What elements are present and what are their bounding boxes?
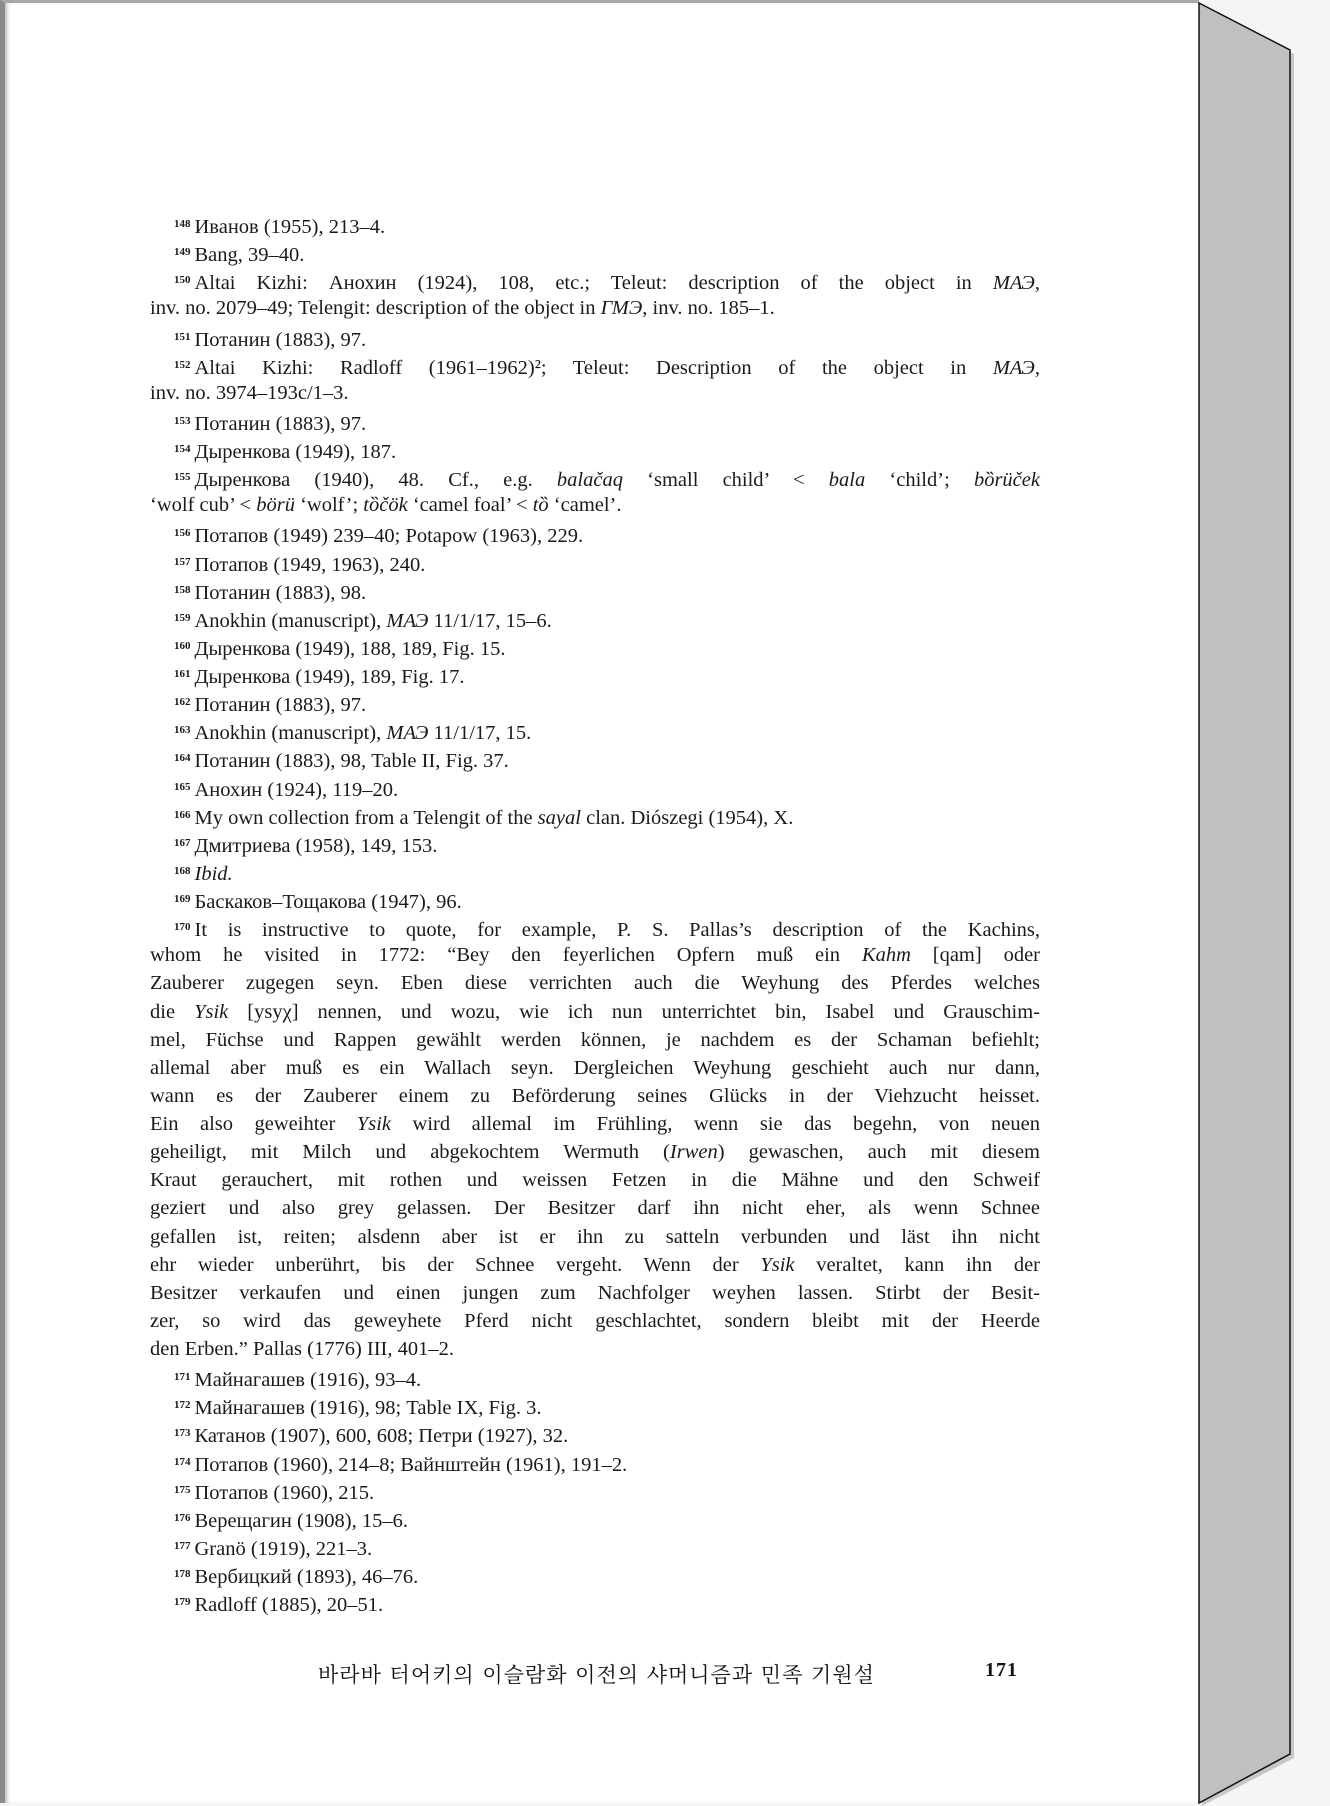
- italic-text: МАЭ: [992, 356, 1035, 379]
- footnote-text: gefallen ist, reiten; alsdenn aber ist er ihn zu satteln verbunden und läst ihn nicht: [150, 1225, 1040, 1248]
- footnote-number: 160: [174, 639, 191, 652]
- italic-text: börü: [256, 494, 295, 517]
- footnote-line: [150, 1588, 1040, 1616]
- footnote-number: 164: [174, 752, 191, 765]
- footnote-line: [150, 969, 1040, 997]
- footnote-line: [150, 1307, 1040, 1335]
- footnote-text: Потапов (1960), 214–8; Вайнштейн (1961), 191–2.: [194, 1453, 628, 1476]
- footnote-line: [150, 407, 1040, 435]
- footnote-159: [150, 604, 1040, 632]
- footnote-line: [150, 1335, 1040, 1363]
- footnote-text: Kraut gerauchert, mit rothen und weissen Fetzen in die Mähne und den Schweif: [150, 1169, 1040, 1192]
- footnote-line: [150, 491, 1040, 519]
- footnote-163: [150, 716, 1040, 744]
- footnote-number: 177: [174, 1539, 191, 1552]
- footnote-number: 154: [174, 443, 191, 455]
- footnote-line: [150, 1166, 1040, 1194]
- footnote-text: Bang, 39–40.: [194, 244, 305, 267]
- italic-text: МАЭ: [386, 722, 429, 745]
- footnote-number: 157: [174, 555, 191, 568]
- footnote-line: [150, 716, 1040, 744]
- footnote-line: [150, 1279, 1040, 1307]
- footnote-text: Майнагашев (1916), 93–4.: [194, 1369, 422, 1392]
- footnote-number: 173: [174, 1427, 191, 1440]
- footnote-text: Потанин (1883), 98, Table II, Fig. 37.: [194, 750, 509, 773]
- footnote-text: ‘wolf’;: [294, 494, 364, 517]
- footnote-175: [150, 1476, 1040, 1504]
- footnote-text: It is instructive to quote, for example, P. S. Pallas’s description of the Kachins,: [194, 919, 1040, 942]
- footnote-line: [150, 435, 1040, 463]
- italic-text: balačaq: [556, 469, 623, 492]
- footnote-line: [150, 379, 1040, 407]
- footnote-text: geheiligt, mit Milch und abgekochtem Wermuth (: [150, 1141, 670, 1164]
- footnote-line: [150, 576, 1040, 604]
- footnote-line: [150, 238, 1040, 266]
- footnote-line: [150, 688, 1040, 716]
- italic-text: bȍrüček: [973, 469, 1040, 492]
- footnote-line: [150, 1532, 1040, 1560]
- footnote-170: [150, 913, 1040, 1363]
- footnote-text: Дыренкова (1949), 188, 189, Fig. 15.: [194, 637, 506, 660]
- footnote-line: [150, 829, 1040, 857]
- footnote-line: [150, 773, 1040, 801]
- footnote-text: Radloff (1885), 20–51.: [194, 1594, 384, 1617]
- footnote-178: [150, 1560, 1040, 1588]
- footnote-text: ehr wieder unberührt, bis der Schnee vergeht. Wenn der: [150, 1253, 761, 1276]
- footnote-text: Altai Kizhi: Анохин (1924), 108, etc.; Teleut: description of the object in: [194, 272, 993, 295]
- footnote-176: [150, 1504, 1040, 1532]
- running-title: 바라바 터어키의 이슬람화 이전의 샤머니즘과 민족 기원설: [318, 1663, 875, 1687]
- footnote-148: [150, 210, 1040, 238]
- footnote-164: [150, 744, 1040, 772]
- footnote-number: 166: [174, 808, 191, 821]
- footnote-line: [150, 744, 1040, 772]
- footnote-text: ) gewaschen, auch mit diesem: [717, 1141, 1040, 1164]
- footnote-text: Иванов (1955), 213–4.: [194, 216, 386, 238]
- footnote-text: Вербицкий (1893), 46–76.: [194, 1566, 419, 1588]
- footnote-line: [150, 660, 1040, 688]
- footnote-text: Потанин (1883), 97.: [194, 694, 367, 717]
- footnote-number: 150: [174, 274, 191, 287]
- footnote-line: [150, 1054, 1040, 1082]
- italic-text: Ysik: [356, 1113, 392, 1135]
- footnote-text: Besitzer verkaufen und einen jungen zum Nachfolger weyhen lassen. Stirbt der Besit-: [150, 1281, 1040, 1304]
- footnote-number: 167: [174, 836, 191, 849]
- footnote-line: [150, 857, 1040, 885]
- page-footer: [318, 1659, 1018, 1689]
- footnote-number: 165: [174, 780, 191, 793]
- footnote-text: Granö (1919), 221–3.: [194, 1537, 373, 1560]
- footnote-text: wann es der Zauberer einem zu Beförderung seines Glücks in der Viehzucht heisset.: [150, 1084, 1040, 1107]
- footnote-line: [150, 1448, 1040, 1476]
- footnote-162: [150, 688, 1040, 716]
- footnote-line: [150, 1560, 1040, 1588]
- italic-text: МАЭ: [386, 609, 429, 632]
- footnote-text: die: [150, 1000, 195, 1023]
- footnote-text: Дыренкова (1949), 189, Fig. 17.: [194, 666, 465, 688]
- footnote-text: Anokhin (manuscript),: [194, 609, 387, 632]
- footnote-154: [150, 435, 1040, 463]
- footnote-line: [150, 1476, 1040, 1504]
- footnote-152: [150, 351, 1040, 407]
- footnote-number: 175: [174, 1483, 191, 1496]
- footnote-text: ‘camel foal’ <: [407, 494, 533, 517]
- footnote-text: zer, so wird das geweyhete Pferd nicht geschlachtet, sondern bleibt mit der Heerde: [150, 1309, 1040, 1332]
- footnote-text: Ein also geweihter: [150, 1113, 357, 1135]
- footnote-text: ‘small child’ <: [622, 469, 829, 492]
- footnote-number: 178: [174, 1568, 191, 1580]
- footnote-line: [150, 1391, 1040, 1419]
- italic-text: Irwen: [669, 1141, 718, 1164]
- footnote-text: Altai Kizhi: Radloff (1961–1962)²; Teleut: Description of the object in: [194, 356, 993, 379]
- footnote-text: ,: [1034, 272, 1040, 295]
- footnote-171: [150, 1363, 1040, 1391]
- footnote-168: [150, 857, 1040, 885]
- footnote-line: [150, 519, 1040, 547]
- footnote-number: 179: [174, 1596, 191, 1609]
- footnote-text: [qam] oder: [910, 944, 1040, 967]
- footnote-text: mel, Füchse und Rappen gewählt werden können, je nachdem es der Schaman befiehlt;: [150, 1028, 1040, 1051]
- footnote-line: [150, 1504, 1040, 1532]
- italic-text: tȍ: [532, 494, 549, 517]
- footnote-text: Катанов (1907), 600, 608; Петри (1927), 32.: [194, 1425, 569, 1448]
- footnote-text: Потанин (1883), 97.: [194, 412, 367, 435]
- footnote-text: [ysyχ] nennen, und wozu, wie ich nun unterrichtet bin, Isabel und Grauschim-: [228, 1000, 1041, 1023]
- footnote-line: [150, 294, 1040, 322]
- footnote-174: [150, 1448, 1040, 1476]
- footnote-text: geziert und also grey gelassen. Der Besitzer darf ihn nicht eher, als wenn Schnee: [150, 1197, 1040, 1220]
- footnote-line: [150, 632, 1040, 660]
- footnote-text: whom he visited in 1772: “Bey den feyerlichen Opfern muß ein: [150, 944, 862, 967]
- italic-text: МАЭ: [992, 272, 1035, 295]
- footnote-text: ‘camel’.: [548, 494, 622, 517]
- footnote-text: clan. Diószegi (1954), X.: [580, 806, 794, 829]
- italic-text: Ysik: [760, 1253, 795, 1276]
- footnote-text: allemal aber muß es ein Wallach seyn. Dergleichen Weyhung geschieht auch nur dann,: [150, 1056, 1040, 1079]
- footnote-number: 148: [174, 218, 191, 230]
- footnote-number: 172: [174, 1399, 191, 1412]
- footnote-line: [150, 351, 1040, 379]
- footnote-text: Потапов (1960), 215.: [194, 1481, 375, 1504]
- italic-text: bala: [828, 469, 866, 492]
- italic-text: Ysik: [194, 1000, 229, 1023]
- footnotes-block: [150, 210, 1040, 1616]
- footnote-line: [150, 266, 1040, 294]
- footnote-line: [150, 885, 1040, 913]
- footnote-number: 174: [174, 1455, 191, 1468]
- footnote-number: 176: [174, 1511, 191, 1524]
- footnote-text: 11/1/17, 15–6.: [428, 609, 552, 632]
- footnote-172: [150, 1391, 1040, 1419]
- footnote-text: Потанин (1883), 98.: [194, 581, 367, 604]
- footnote-text: Майнагашев (1916), 98; Table IX, Fig. 3.: [194, 1397, 542, 1420]
- footnote-line: [150, 801, 1040, 829]
- footnote-text: Zauberer zugegen seyn. Eben diese verrichten auch die Weyhung des Pferdes welches: [150, 972, 1040, 995]
- footnote-text: Потанин (1883), 97.: [194, 328, 367, 351]
- footnote-text: ‘wolf cub’ <: [150, 494, 257, 517]
- footnote-179: [150, 1588, 1040, 1616]
- italic-text: sayal: [537, 806, 581, 829]
- footnote-number: 156: [174, 527, 191, 540]
- italic-text: Kahm: [861, 944, 911, 967]
- footnote-text: inv. no. 3974–193c/1–3.: [150, 381, 349, 404]
- footnote-text: ‘child’;: [865, 469, 974, 492]
- footnote-text: Потапов (1949, 1963), 240.: [194, 553, 426, 576]
- footnote-line: [150, 941, 1040, 969]
- footnote-177: [150, 1532, 1040, 1560]
- footnote-number: 159: [174, 611, 191, 624]
- footnote-number: 161: [174, 668, 191, 680]
- footnote-line: [150, 998, 1040, 1026]
- footnote-line: [150, 1223, 1040, 1251]
- footnote-150: [150, 266, 1040, 322]
- footnote-number: 152: [174, 358, 191, 371]
- footnote-line: [150, 1110, 1040, 1138]
- italic-text: Ibid.: [194, 862, 233, 885]
- footnote-line: [150, 210, 1040, 238]
- footnote-number: 170: [174, 921, 191, 934]
- footnote-160: [150, 632, 1040, 660]
- footnote-line: [150, 1419, 1040, 1447]
- footnote-line: [150, 463, 1040, 491]
- footnote-text: My own collection from a Telengit of the: [194, 806, 538, 829]
- footnote-text: , inv. no. 185–1.: [642, 297, 775, 320]
- footnote-line: [150, 1082, 1040, 1110]
- footnote-number: 153: [174, 414, 191, 427]
- footnote-text: ,: [1034, 356, 1040, 379]
- footnote-text: Баскаков–Тощакова (1947), 96.: [194, 891, 462, 913]
- footnote-text: Анохин (1924), 119–20.: [194, 778, 399, 801]
- footnote-number: 155: [174, 471, 191, 484]
- footnote-161: [150, 660, 1040, 688]
- footnote-151: [150, 323, 1040, 351]
- footnote-number: 149: [174, 246, 191, 259]
- footnote-number: 151: [174, 330, 191, 343]
- page-number: 171: [985, 1659, 1018, 1681]
- footnote-number: 169: [174, 893, 191, 905]
- footnote-173: [150, 1419, 1040, 1447]
- footnote-169: [150, 885, 1040, 913]
- footnote-line: [150, 548, 1040, 576]
- footnote-number: 158: [174, 583, 191, 596]
- italic-text: ГМЭ: [600, 297, 643, 320]
- footnote-number: 168: [174, 864, 191, 877]
- footnote-text: veraltet, kann ihn der: [794, 1253, 1040, 1276]
- footnote-text: Верещагин (1908), 15–6.: [194, 1509, 409, 1532]
- footnote-text: Дмитриева (1958), 149, 153.: [194, 834, 438, 857]
- footnote-number: 171: [174, 1371, 191, 1384]
- footnote-line: [150, 1026, 1040, 1054]
- footnote-167: [150, 829, 1040, 857]
- footnote-line: [150, 604, 1040, 632]
- footnote-158: [150, 576, 1040, 604]
- footnote-text: inv. no. 2079–49; Telengit: description of the object in: [150, 297, 601, 320]
- footnote-text: 11/1/17, 15.: [428, 722, 532, 745]
- footnote-text: Дыренкова (1940), 48. Cf., e.g.: [194, 469, 557, 492]
- footnote-number: 163: [174, 724, 191, 737]
- footnote-text: wird allemal im Frühling, wenn sie das begehn, von neuen: [391, 1113, 1040, 1135]
- footnote-166: [150, 801, 1040, 829]
- footnote-line: [150, 913, 1040, 941]
- footnote-156: [150, 519, 1040, 547]
- footnote-line: [150, 1194, 1040, 1222]
- footnote-165: [150, 773, 1040, 801]
- footnote-line: [150, 1138, 1040, 1166]
- italic-text: tȍčök: [363, 494, 408, 517]
- footnote-157: [150, 548, 1040, 576]
- footnote-155: [150, 463, 1040, 519]
- footnote-text: Дыренкова (1949), 187.: [194, 441, 397, 463]
- footnote-text: Anokhin (manuscript),: [194, 722, 387, 745]
- footnote-text: Потапов (1949) 239–40; Potapow (1963), 229.: [194, 525, 584, 548]
- footnote-text: den Erben.” Pallas (1776) III, 401–2.: [150, 1338, 454, 1360]
- footnote-line: [150, 1363, 1040, 1391]
- footnote-number: 162: [174, 696, 191, 709]
- footnote-153: [150, 407, 1040, 435]
- footnote-line: [150, 323, 1040, 351]
- footnote-line: [150, 1251, 1040, 1279]
- footnote-149: [150, 238, 1040, 266]
